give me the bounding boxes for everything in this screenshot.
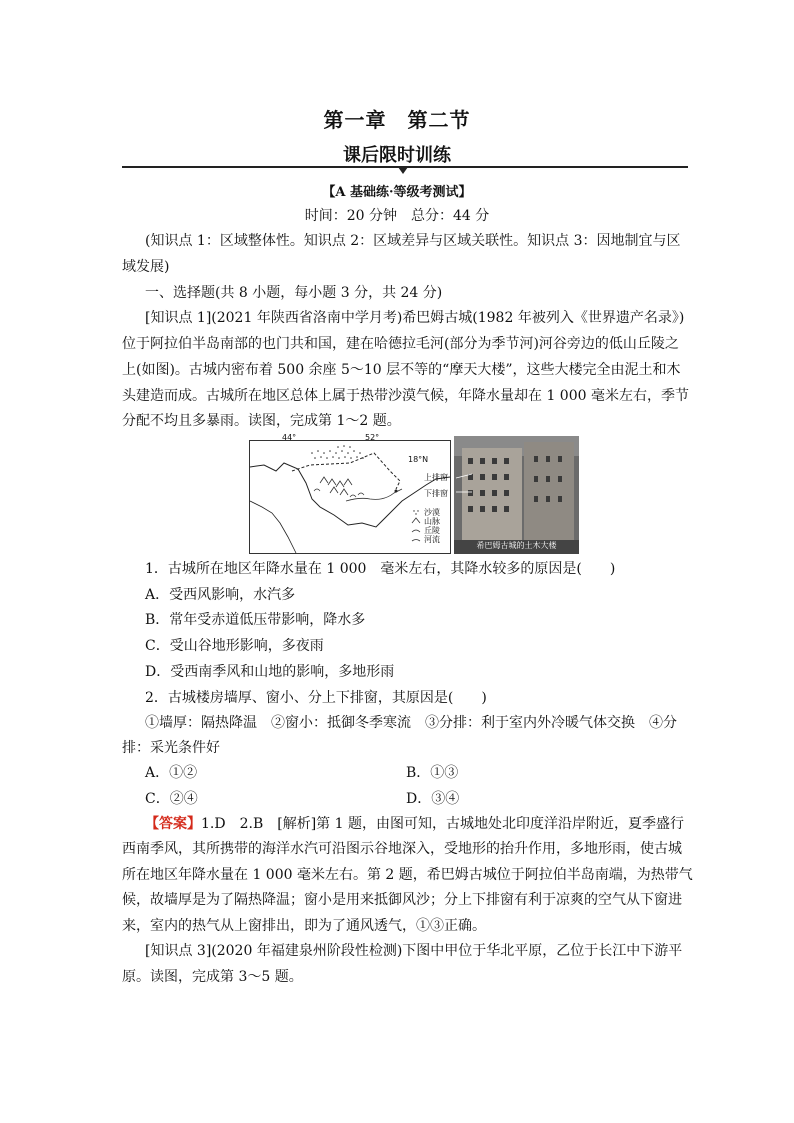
q2-items-line2: 排：采光条件好 bbox=[122, 740, 220, 756]
answer-text1: 1.D 2.B [解析]第 1 题，由图可知，古城地处北印度洋沿岸附近，夏季盛行 bbox=[201, 816, 684, 832]
answer-line5: 来，室内的热气从上窗排出，即为了通风透气，①③正确。 bbox=[122, 918, 486, 934]
time-line: 时间：20 分钟 总分：44 分 bbox=[304, 208, 490, 224]
knowledge-points-line2: 域发展) bbox=[122, 259, 170, 275]
header-rule-marker bbox=[398, 167, 408, 174]
answer-tag: 【答案】 bbox=[145, 816, 201, 832]
legend-river: 河流 bbox=[424, 535, 440, 544]
q1-stem: 1．古城所在地区年降水量在 1 000 毫米左右，其降水较多的原因是( ) bbox=[145, 561, 616, 577]
passage1-line4: 头建造而成。古城所在地区总体上属于热带沙漠气候，年降水量却在 1 000 毫米左右，季节 bbox=[122, 388, 689, 404]
photo-caption: 希巴姆古城的土木大楼 bbox=[476, 541, 557, 550]
figure bbox=[249, 433, 579, 554]
q2-option-c: C．②④ bbox=[145, 791, 198, 807]
section-label: 【A 基础练·等级考测试】 bbox=[322, 185, 472, 200]
passage1-line2: 位于阿拉伯半岛南部的也门共和国，建在哈德拉毛河(部分为季节河)河谷旁边的低山丘陵之 bbox=[122, 336, 679, 352]
label-upper-window: 上排窗 bbox=[424, 473, 448, 482]
passage1-line1: [知识点 1](2021 年陕西省洛南中学月考)希巴姆古城(1982 年被列入《世界遗产名录》) bbox=[145, 310, 685, 326]
q1-option-d: D．受西南季风和山地的影响，多地形雨 bbox=[145, 664, 395, 680]
passage2-line2: 原。读图，完成第 3～5 题。 bbox=[122, 969, 303, 985]
q1-option-c: C．受山谷地形影响，多夜雨 bbox=[145, 638, 324, 654]
map-legend bbox=[412, 510, 420, 541]
knowledge-points-line1: (知识点 1：区域整体性。知识点 2：区域差异与区域关联性。知识点 3：因地制宜与区 bbox=[145, 233, 681, 249]
answer-line4: 候，故墙厚是为了隔热降温；窗小是用来抵御风沙；分上下排窗有利于凉爽的空气从下窗进 bbox=[122, 892, 682, 908]
map-lon2: 52° bbox=[365, 433, 380, 442]
legend-desert: 沙漠 bbox=[424, 508, 440, 517]
q1-option-a: A．受西风影响，水汽多 bbox=[145, 587, 296, 603]
q2-stem: 2．古城楼房墙厚、窗小、分上下排窗，其原因是( ) bbox=[145, 690, 487, 706]
passage1-line5: 分配不均且多暴雨。读图，完成第 1～2 题。 bbox=[122, 413, 401, 429]
q1-option-b: B．常年受赤道低压带影响，降水多 bbox=[145, 612, 366, 628]
page-subtitle: 课后限时训练 bbox=[343, 145, 451, 166]
photo-drawing bbox=[454, 436, 579, 554]
label-lower-window: 下排窗 bbox=[424, 489, 448, 498]
legend-mountain: 山脉 bbox=[424, 517, 440, 526]
passage1-line3: 上(如图)。古城内密布着 500 余座 5～10 层不等的“摩天大楼”，这些大楼完全由泥土和木 bbox=[122, 362, 681, 378]
answer-line3: 所在地区年降水量在 1 000 毫米左右。第 2 题，希巴姆古城位于阿拉伯半岛南端，为热带气 bbox=[122, 867, 693, 883]
yemen-map bbox=[249, 433, 451, 554]
q2-option-d: D．③④ bbox=[406, 791, 460, 807]
map-lon1: 44° bbox=[282, 433, 297, 442]
q2-items-line1: ①墙厚：隔热降温 ②窗小：抵御冬季寒流 ③分排：利于室内外冷暖气体交换 ④分 bbox=[145, 715, 677, 731]
chapter-title: 第一章 第二节 bbox=[323, 108, 471, 132]
q2-option-a: A．①② bbox=[145, 765, 198, 781]
legend-hill: 丘陵 bbox=[424, 526, 440, 535]
answer-line1 bbox=[145, 811, 682, 837]
q2-option-b: B．①③ bbox=[406, 765, 459, 781]
answer-line2: 西南季风，其所携带的海洋水汽可沿图示谷地深入，受地形的抬升作用，多地形雨，使古城 bbox=[122, 841, 682, 857]
map-lat: 18°N bbox=[408, 455, 429, 464]
passage2-line1: [知识点 3](2020 年福建泉州阶段性检测)下图中甲位于华北平原，乙位于长江中下游平 bbox=[145, 943, 683, 959]
section-heading: 一、选择题(共 8 小题，每小题 3 分，共 24 分) bbox=[145, 285, 443, 301]
